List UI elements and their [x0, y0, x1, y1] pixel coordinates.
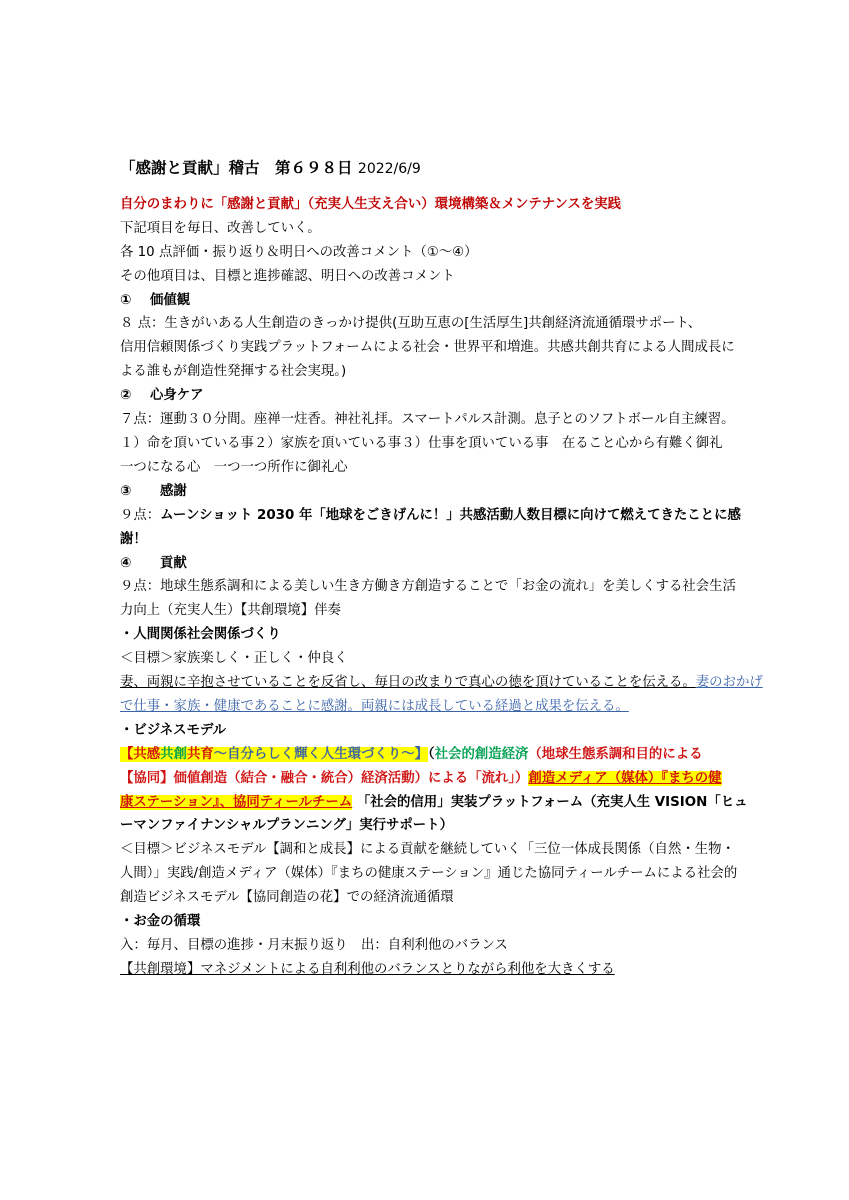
highlight-span [120, 747, 428, 762]
text-bold: 「社会的信用」実装プラットフォーム（充実人生 VISION「ヒュ [356, 794, 748, 810]
section-heading-gratitude [120, 480, 735, 504]
intro-line-3: その他項目は、目標と進捗確認、明日への改善コメント [120, 268, 455, 284]
business-line-3 [120, 791, 748, 815]
title-date: 2022/6/9 [357, 161, 421, 177]
business-line-4: ーマンファイナンシャルプランニング」実行サポート） [120, 818, 453, 834]
contribution-line-2: 力向上（充実人生）【共創環境】伴奏 [120, 603, 341, 619]
text-plain: （ [427, 746, 435, 762]
money-line-1: 入：毎月、目標の進捗・月末振り返り 出：自利利他のバランス [120, 938, 508, 953]
section-heading-values [120, 289, 735, 313]
values-line-1: ８ 点：生きがいある人生創造のきっかけ提供(互助互恵の[生活厚生]共創経済流通循環サポート、 [120, 316, 702, 332]
relations-text-blue: 妻のおかげ [695, 675, 763, 691]
care-line-1: ７点：運動３０分間。座禅一炷香。神社礼拝。スマートパルス計測。息子とのソフトボール自主練習。 [120, 412, 735, 428]
care-line-3: 一つになる心 一つ一つ所作に御礼心 [120, 459, 348, 475]
text-red: 共育 [186, 746, 214, 762]
intro-line-1: 下記項目を毎日、改善していく。 [120, 220, 321, 236]
section-heading-label: 貢献 [160, 555, 187, 571]
relations-heading: ・人間関係社会関係づくり [120, 627, 281, 643]
section-number: ④ [120, 555, 132, 571]
text-blue: ～自分らしく輝く人生環づくり～】 [213, 746, 428, 762]
values-line-3: よる誰もが創造性発揮する社会実現。) [120, 364, 347, 380]
text-red: （地球生態系調和目的による [528, 746, 703, 762]
relations-line-1 [120, 671, 763, 695]
care-line-2: １）命を頂いている事２）家族を頂いている事３）仕事を頂いている事 在ること心から有難く御礼 [120, 435, 723, 451]
section-heading-care [120, 384, 735, 408]
business-heading: ・ビジネスモデル [120, 722, 227, 738]
money-line-2: 【共創環境】マネジメントによる自利利他のバランスとりながら利他を大きくする [120, 961, 615, 977]
page-title [120, 157, 735, 182]
money-heading: ・お金の循環 [120, 914, 201, 930]
highlight-span: 康ステーション』、協同ティールチーム [120, 794, 353, 810]
text-red: 【協同】価値創造（結合・融合・統合）経済活動）による「流れ」） [120, 770, 529, 786]
section-number: ② [120, 388, 132, 404]
section-heading-label: 心身ケア [150, 388, 204, 404]
business-line-1 [120, 743, 735, 767]
relations-goal: ＜目標＞家族楽しく・正しく・仲良く [120, 651, 348, 667]
relations-text-underlined: 妻、両親に辛抱させていることを反省し、毎日の改まりで真心の徳を頂けていることを伝える。 [120, 675, 696, 691]
text-green: 社会的創造経済 [434, 746, 529, 762]
business-line-2 [120, 767, 735, 791]
gratitude-line-1 [120, 504, 741, 528]
section-heading-label: 価値観 [150, 292, 191, 308]
section-heading-contribution [120, 552, 735, 576]
subtitle: 自分のまわりに「感謝と貢献」（充実人生支え合い）環境構築＆メンテナンスを実践 [120, 196, 622, 212]
values-line-2: 信用信頼関係づくり実践プラットフォームによる社会・世界平和増進。共感共創共育による人間成長に [120, 340, 735, 356]
section-number: ③ [120, 483, 132, 499]
section-number: ① [120, 292, 132, 308]
contribution-line-1: ９点：地球生態系調和による美しい生き方働き方創造することで「お金の流れ」を美しくする社会生活 [120, 579, 736, 595]
gratitude-text: ムーンショット 2030 年「地球をごきげんに！」共感活動人数目標に向けて燃えてきたことに感 [160, 507, 741, 523]
title-main: 「感謝と貢献」稽古 第６９８日 [120, 159, 353, 177]
document-body [120, 157, 763, 982]
relations-line-2: で仕事・家族・健康であることに感謝。両親には成長している経過と成果を伝える。 [120, 698, 629, 714]
business-goal-line-1: ＜目標＞ビジネスモデル【調和と成長】による貢献を継続していく「三位一体成長関係（自然・生物・ [120, 842, 735, 858]
intro-line-2: 各 10 点評価・振り返り＆明日への改善コメント（①～④） [120, 244, 478, 260]
business-goal-line-2: 人間）」実践/創造メディア（媒体）『まちの健康ステーション』通じた協同ティールチームによる社会的 [120, 866, 738, 882]
text-green: 共創 [160, 746, 187, 762]
highlight-span: 創造メディア（媒体）『まちの健 [528, 770, 722, 786]
gratitude-line-2: 謝！ [120, 531, 147, 547]
text-red: 【共感 [120, 746, 161, 762]
section-heading-label: 感謝 [160, 483, 187, 499]
business-goal-line-3: 創造ビジネスモデル【協同創造の花】での経済流通循環 [120, 890, 454, 906]
gratitude-score: ９点： [120, 507, 161, 523]
